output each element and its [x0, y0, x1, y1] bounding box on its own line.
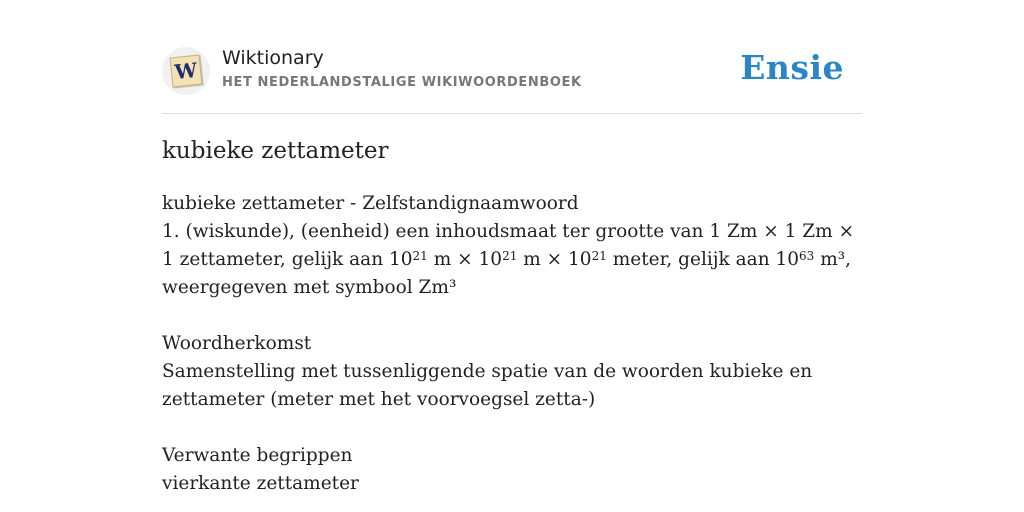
- definition: [162, 218, 862, 302]
- wiktionary-logo[interactable]: [162, 47, 210, 95]
- exponent-1: 21: [412, 249, 428, 264]
- site-name[interactable]: Wiktionary: [222, 47, 324, 69]
- ensie-brand-logo[interactable]: Ensie: [740, 48, 844, 87]
- definition-text-3: m × 10: [517, 249, 592, 270]
- part-of-speech-line: kubieke zettameter - Zelfstandignaamwoord: [162, 193, 579, 214]
- definition-text-2: m × 10: [427, 249, 503, 270]
- definition-text-5: m³, weergegeven met symbool Zm³: [162, 249, 852, 298]
- definition-text-4: meter, gelijk aan 10: [606, 249, 800, 270]
- site-header: [162, 44, 862, 98]
- logo-letter: W: [173, 57, 199, 85]
- exponent-3: 21: [591, 249, 607, 264]
- exponent-4: 63: [799, 249, 815, 264]
- related-terms: vierkante zettameter: [162, 473, 359, 494]
- spacer: [162, 302, 862, 330]
- spacer: [162, 414, 862, 442]
- page-title: kubieke zettameter: [162, 138, 389, 164]
- exponent-2: 21: [502, 249, 518, 264]
- site-subtitle: HET NEDERLANDSTALIGE WIKIWOORDENBOEK: [222, 75, 582, 90]
- header-divider: [162, 113, 862, 114]
- related-heading: Verwante begrippen: [162, 445, 353, 466]
- logo-tile: [170, 55, 203, 88]
- etymology-text: Samenstelling met tussenliggende spatie van de woorden kubieke en zettameter (meter met het voorvoegsel zetta-): [162, 361, 813, 410]
- definition-text-1: 1. (wiskunde), (eenheid) een inhoudsmaat ter grootte van 1 Zm × 1 Zm × 1 zettameter, gelijk aan 10: [162, 221, 855, 270]
- etymology-heading: Woordherkomst: [162, 333, 312, 354]
- entry-content: [162, 190, 862, 498]
